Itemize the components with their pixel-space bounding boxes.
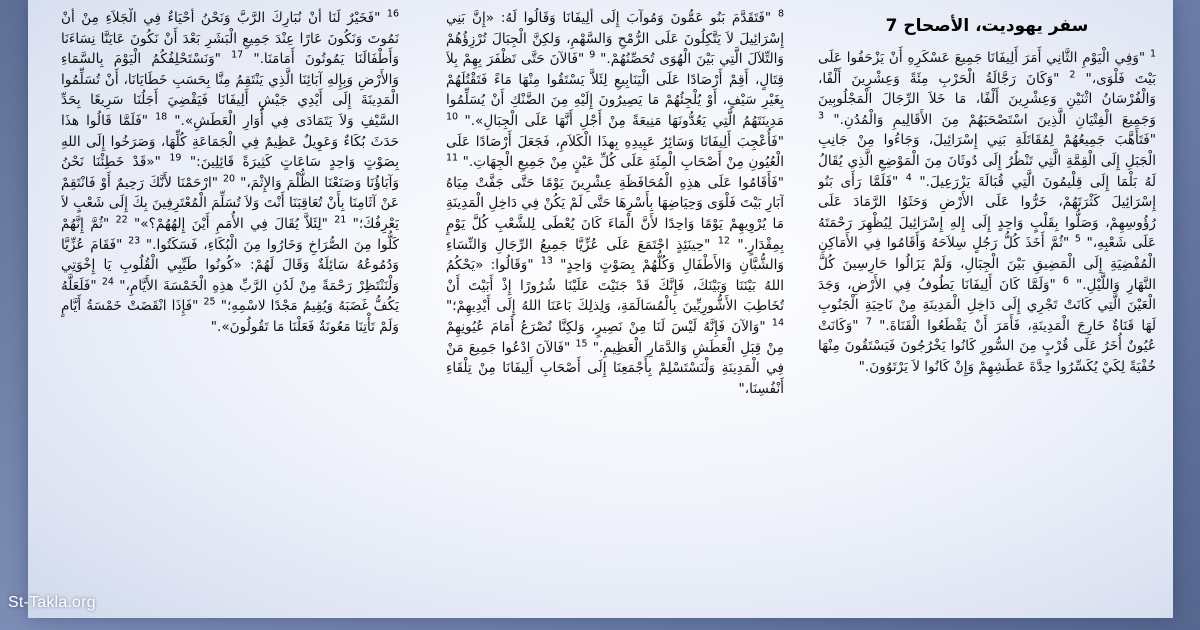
verse-number: 18 xyxy=(155,111,168,123)
chapter-title: سفر يهوديت، الأصحاح 7 xyxy=(885,16,1089,36)
verse-text: "فَلَعَلَّهُ يَكُفُّ غَضَبَهُ وَيُقِيمُ مَجْدًا لاسْمِهِ؛" xyxy=(61,277,399,315)
verse-number: 15 xyxy=(575,337,588,349)
verse-block xyxy=(446,10,784,397)
verse-text: "وَالآنَ فَإِنَّهُ لَيْسَ لَنَا مِنْ نَصِيرٍ، وَلكِنَّا نُصْرَعُ أَمَامَ عُيُونِهِمْ مِنْ قِبَلِ الْعَطَشِ وَالدَّمَارِ الْعَظِيمِ." xyxy=(446,318,784,356)
verse-number: 6 xyxy=(1062,275,1069,286)
verse-text: "فَخَيْرٌ لَنَا أَنْ نُبَارِكَ الرَّبَّ وَنَحْنُ أَحْيَاءٌ فِي الْجَلاَءِ مِنْ أَنْ نَمُوتَ وَنَكُونَ عَارًا عِنْدَ جَمِيعِ الْبَشَرِ بَعْدَ أَنْ نَكُونَ عَايَنَّا نِسَاءَنَا وَأَطْفَالَنَا يَمُوتُونَ أَمَامَنَا." xyxy=(61,10,399,68)
verse-number: 7 xyxy=(865,316,872,328)
verse-number: 13 xyxy=(540,255,553,267)
verse-text: "ثُمَّ أَخَذَ كُلُّ رَجُلٍ سِلاَحَهُ وَأَقَامُوا فِي الأَمَاكِنِ الْمُفْضِيَةِ إِلَى الْمَضِيقِ بَيْنَ الْجِبَالِ، وَلَمْ يَزَالُوا حَارِسِينَ كُلَّ النَّهَارِ وَاللَّيْلِ." xyxy=(818,235,1156,293)
verse-text: "وَلَمَّا كَانَ أَلِيفَانَا يَطُوفُ فِي الأَرْضِ، وَجَدَ الْعَيْنَ الَّتِي كَانَتْ تَجْرِي إِلَى دَاخِلِ الْمَدِينَةِ مِنْ نَاحِيَةِ الْجَنُوبِ لَهَا قَنَاةٌ خَارِجَ الْمَدِينَةِ، فَأَمَرَ أَنْ يَقْطَعُوا الْقَنَاةَ." xyxy=(818,276,1156,334)
verse-number: 16 xyxy=(386,8,399,20)
verse-text: "فَتَأَهَّبَ جَمِيعُهُمْ لِمُقَاتَلَةِ بَنِي إِسْرَائِيلَ، وَجَاءُوا مِنْ جَانِبِ الْجَبَلِ إِلَى الْقِمَّةِ الَّتِي تَنْظُرُ إِلَى دُوثَانَ مِنَ الْمَوْضِعِ الَّذِي يُقَالُ لَهُ بَلْمَا إِلَى قِلْيمُونَ الَّتِي قُبَالَةَ يَزْرَعِيلَ." xyxy=(818,132,1156,190)
text-column-left xyxy=(61,8,399,608)
verse-text: "«قَدْ خَطِئْنَا نَحْنُ وَآبَاؤُنَا وَصَنَعْنَا الظُّلْمَ وَالإِثْمَ،" xyxy=(61,154,399,191)
verse-text: "وَفِي الْيَوْمِ الثَّانِي أَمَرَ أَلِيفَانَا جَمِيعَ عَسْكَرِهِ أَنْ يَزْحَفُوا عَلَى بَيْتَ فَلْوَى،" xyxy=(818,50,1156,87)
verse-text: "فَلَمَّا قَالُوا هذَا حَدَثَ بُكَاءٌ وَعَوِيلٌ عَظِيمٌ فِي الْجَمَاعَةِ كُلِّهَا، وَصَرَخُوا إِلَى اللهِ بِصَوْتٍ وَاحِدٍ سَاعَاتٍ كَثِيرَةً قَائِلِينَ:" xyxy=(61,112,399,171)
verse-number: 10 xyxy=(446,111,459,123)
content-panel xyxy=(28,0,1173,618)
verse-text: "ثُمَّ إِنَّهُمْ كَلُّوا مِنَ الصُّرَاخِ وَخَارُوا مِنَ الْبُكَاءِ، فَسَكَتُوا." xyxy=(61,215,399,253)
verse-block xyxy=(818,50,1156,375)
verse-text: "وَكَانَ رَجَّالَةُ الْحَرْبِ مِئَةً وَعِشْرِينَ أَلْفًا، وَالْفُرْسَانُ اثْنَيْنِ وَعِشْرِينَ أَلْفًا، مَا خَلاَ الرِّجَالَ الْمَجْلُوبِينَ وَجَمِيعَ الْفِتْيَانِ الَّذِينَ اسْتَصْحَبَهُمْ مِنَ الأَقَالِيمِ وَالْمُدُنِ." xyxy=(818,70,1156,128)
verse-number: 19 xyxy=(169,152,182,164)
verse-number: 23 xyxy=(128,235,141,246)
verse-block xyxy=(61,10,399,335)
verse-number: 25 xyxy=(203,296,216,308)
verse-text: "فَالآنَ حَتَّى تَظْفَرَ بِهِمْ بِلاَ قِتَالٍ، أَقِمْ أَرْصَادًا عَلَى الْيَنَابِيعِ لِئَلاَّ يَسْتَقُوا مِنْهَا مَاءً فَتَقْتُلَهُمْ بِغَيْرِ سَيْفٍ، أَوْ يُلْجِئُهُمْ مَا يَصِيرُونَ إِلَيْهِ مِنَ الضَّنْكِ أَنْ يُسَلِّمُوا مَدِينَتَهُمُ الَّتِي يَعُدُّونَهَا مَنِيعَةً مِنْ أَجْلِ أَنَّهَا عَلَى الْجِبَالِ»." xyxy=(446,51,784,129)
verse-number: 3 xyxy=(818,110,825,122)
verse-number: 9 xyxy=(589,49,596,61)
verse-number: 14 xyxy=(771,317,784,329)
verse-text: "لِئَلاَّ يُقَالَ فِي الأُمَمِ أَيْنَ إِلهُهُمْ؟»" xyxy=(127,215,335,232)
verse-number: 11 xyxy=(446,152,459,164)
verse-number: 17 xyxy=(231,49,244,61)
verse-text: "فَالآنَ ادْعُوا جَمِيعَ مَنْ فِي الْمَدِينَةِ وَلْنَسْتَسْلِمْ بِأَجْمَعِنَا إِلَى أَصْحَابِ أَلِيفَانَا مِنْ تِلْقَاءِ أَنْفُسِنَا،" xyxy=(446,339,784,397)
verse-number: 5 xyxy=(1074,233,1081,245)
site-watermark: St-Takla.org xyxy=(8,594,96,611)
text-column-right xyxy=(818,8,1156,608)
verse-number: 4 xyxy=(905,172,912,184)
verse-number: 12 xyxy=(717,235,730,246)
verse-text: "فَلَمَّا رَأَى بَنُو إِسْرَائِيلَ كَثْرَتَهُمْ، خَرُّوا عَلَى الأَرْضِ وَحَثَوُا الرَّمَادَ عَلَى رُؤُوسِهِمْ، وَصَلُّوا بِقَلْبٍ وَاحِدٍ إِلَى إِلهِ إِسْرَائِيلَ لِيُظْهِرَ رَحْمَتَهُ عَلَى شَعْبِهِ،" xyxy=(818,173,1156,252)
verse-number: 24 xyxy=(101,276,114,288)
verse-number: 1 xyxy=(1149,48,1156,60)
verse-text: "فَقَامَ عُزِّيَّا وَدُمُوعُهُ سَائِلَةٌ وَقَالَ لَهُمْ: «كُونُوا طَيِّبِي الْقُلُوبِ يَا إِخْوَتِي وَلْنَنْتَظِرْ رَحْمَةً مِنْ لَدُنِ الرَّبِّ هذِهِ الْخَمْسَةَ الأَيَّامِ،" xyxy=(61,236,399,294)
verse-text: "فَأُعْجِبَ أَلِيفَانَا وَسَائِرُ عَبِيدِهِ بِهذَا الْكَلاَمِ، فَجَعَلَ أَرْصَادًا عَلَى الْعُيُونِ مِنْ أَصْحَابِ الْمِئَةِ عَلَى كُلِّ عَيْنٍ مِنْ جَمِيعِ الْجِهَاتِ." xyxy=(446,133,784,171)
verse-text: "فَتَقَدَّمَ بَنُو عَمُّونَ وَمُوآبَ إِلَى أَلِيفَانَا وَقَالُوا لَهُ: «إِنَّ بَنِي إِسْرَائِيلَ لاَ يَتَّكِلُونَ عَلَى الرُّمْحِ وَالسَّهْمِ، وَلكِنَّ الْجِبَالَ تُرْزِؤُهُمْ وَالتِّلاَلَ الَّتِي بَيْنَ الْهُوَى تُحَصِّنُهُمْ." xyxy=(446,10,784,68)
verse-number: 2 xyxy=(1069,69,1076,81)
verse xyxy=(128,216,347,232)
verse-text: "ارْحَمْنَا لأَنَّكَ رَحِيمٌ أَوْ فَانْتَقِمْ عَنْ آثَامِنَا بِأَنْ تُعَاقِبَنَا أَنْتَ وَلاَ تُسَلِّمَ الْمُعْتَرِفِينَ بِكَ إِلَى شَعْبٍ لاَ يَعْرِفُكَ؛" xyxy=(61,174,399,232)
verse-number: 8 xyxy=(777,8,784,20)
verse-text: "وَكَانَتْ عُيُونٌ أُخَرُ عَلَى قُرْبٍ مِنَ السُّورِ كَانُوا يَخْرُجُونَ فَيَسْتَقُونَ مِنْهَا خُفْيَةً لِكَيْ يُكَسِّرُوا حِدَّةَ عَطَشِهِمْ وَإِنْ كَانُوا لاَ يَرْتَوُونَ." xyxy=(818,317,1156,375)
verse-text: "حِينَئِذٍ اجْتَمَعَ عَلَى عُزِّيَّا جَمِيعُ الرِّجَالِ وَالنِّسَاءِ وَالشُّبَّانِ وَالأَطْفَالِ وَكُلُّهُمْ بِصَوْتٍ وَاحِدٍ" xyxy=(446,236,784,274)
verse-text: "فَأَقَامُوا عَلَى هذِهِ الْمُحَافَظَةِ عِشْرِينَ يَوْمًا حَتَّى جَفَّتْ مِيَاهُ آبَارِ بَيْتَ فَلْوَى وَحِيَاضِهَا بِأَسْرِهَا حَتَّى لَمْ يَكُنْ فِي دَاخِلِ الْمَدِينَةِ مَا يُرْوِيهِمْ يَوْمًا وَاحِدًا لأَنَّ الْمَاءَ كَانَ يُعْطَى لِلشَّعْبِ كُلَّ يَوْمٍ بِمِقْدَارٍ." xyxy=(446,174,784,253)
text-column-middle xyxy=(446,8,784,608)
verse-text: "فَإِذَا انْقَضَتْ خَمْسَةُ أَيَّامٍ وَلَمْ تَأْتِنَا مَعُونَةٌ فَعَلْنَا مَا تَقُولُونَ»." xyxy=(61,298,399,335)
verse-number: 21 xyxy=(334,214,347,226)
verse-text: "وَنَسْتَحْلِفُكُمُ الْيَوْمَ بِالسَّمَاءِ وَالأَرْضِ وَبِإِلهِ آبَائِنَا الَّذِي يَنْتَقِمُ مِنَّا بِحَسَبِ خَطَايَانَا، أَنْ تُسَلِّمُوا الْمَدِينَةَ إِلَى أَيْدِي جَيْشِ أَلِيفَانَا فَيَقْضِيَ أَجَلُنَا سَرِيعًا بِحَدِّ السَّيْفِ وَلاَ يَتَمَادَى فِي أُوَارِ الْعَطَشِ»." xyxy=(61,51,399,129)
verse-number: 22 xyxy=(115,214,128,226)
verse-number: 20 xyxy=(222,173,236,185)
verse-text: "وَقَالُوا: «يَحْكُمُ اللهُ بَيْنَنَا وَبَيْنَكَ، فَإِنَّكَ قَدْ جَنَيْتَ عَلَيْنَا شُرُورًا إِذْ أَبَيْتَ أَنْ تُخَاطِبَ الأَشُّورِيِّينَ بِالْمُسَالَمَةِ، وَلِذلِكَ بَاعَنَا اللهُ إِلَى أَيْدِيهِمْ؛" xyxy=(446,257,784,315)
